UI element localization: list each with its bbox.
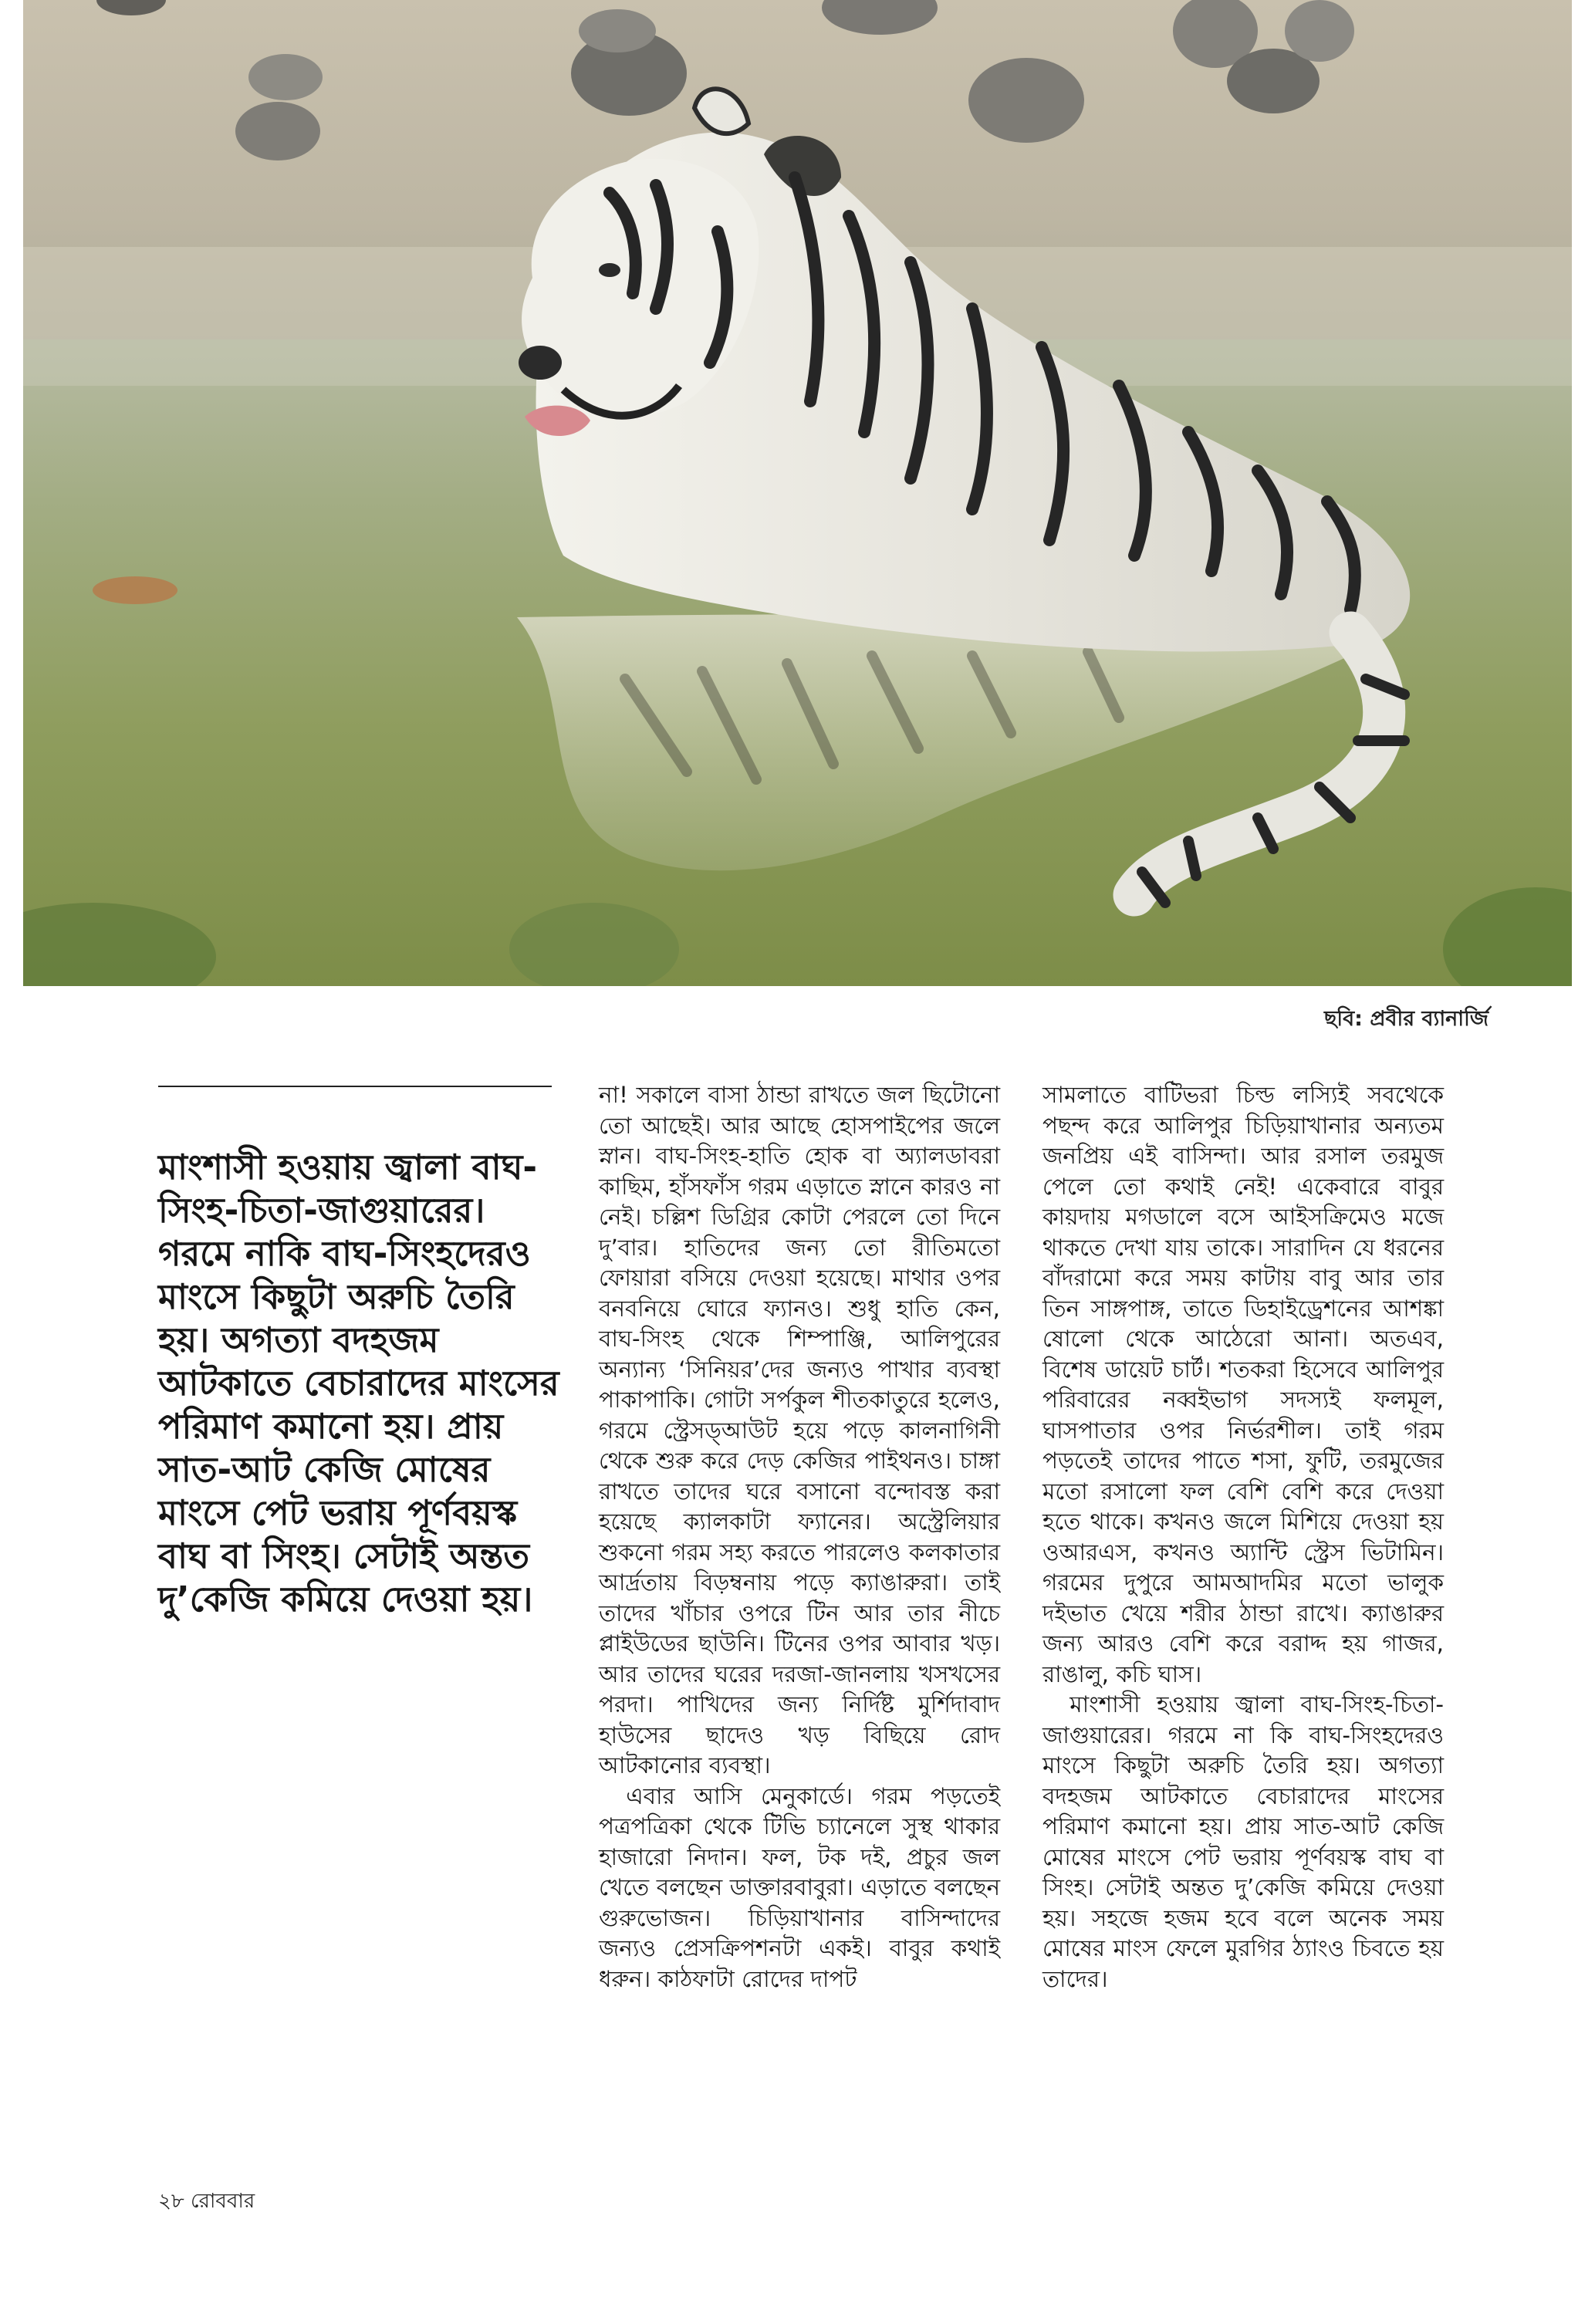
column-3-paragraph-2: মাংশাসী হওয়ায় জ্বালা বাঘ-সিংহ-চিতা-জাগুয়ারের। গরমে না কি বাঘ-সিংহদেরও মাংসে কিছুটা অরুচি তৈরি হয়। অগত্যা বদহজম আটকাতে বেচারাদের মাংসের পরিমাণ কমানো হয়। প্রায় সাত-আট কেজি মোষের মাংসে পেট ভরায় পূর্ণবয়স্ক বাঘ বা সিংহ। সেটাই অন্তত দু’কেজি কমিয়ে দেওয়া হয়। সহজে হজম হবে বলে অনেক সময় মোষের মাংস ফেলে মুরগির ঠ্যাংও চিবতে হয় তাদের। (1042, 1691, 1444, 1992)
article-column-3 (1042, 1080, 1444, 1995)
column-2-paragraph-1: না! সকালে বাসা ঠান্ডা রাখতে জল ছিটোনো তো আছেই। আর আছে হোসপাইপের জলে স্নান। বাঘ-সিংহ-হাতি হোক বা অ্যালডাবরা কাছিম, হাঁসফাঁস গরম এড়াতে স্নানে কারও না নেই। চল্লিশ ডিগ্রির কোটা পেরলে তো দিনে দু’বার। হাতিদের জন্য তো রীতিমতো ফোয়ারা বসিয়ে দেওয়া হয়েছে। মাথার ওপর বনবনিয়ে ঘোরে ফ্যানও। শুধু হাতি কেন, বাঘ-সিংহ থেকে শিম্পাঞ্জি, আলিপুরের অন্যান্য ‘সিনিয়র’দের জন্যও পাখার ব্যবস্থা পাকাপাকি। গোটা সর্পকুল শীতকাতুরে হলেও, গরমে স্ট্রেসড্‌আউট হয়ে পড়ে কালনাগিনী থেকে শুরু করে দেড় কেজির পাইথনও। চাঙ্গা রাখতে তাদের ঘরে বসানো বন্দোবস্ত করা হয়েছে ক্যালকাটা ফ্যানের। অস্ট্রেলিয়ার শুকনো গরম সহ্য করতে পারলেও কলকাতার আর্দ্রতায় বিড়ম্বনায় পড়ে ক্যাঙারুরা। তাই তাদের খাঁচার ওপরে টিন আর তার নীচে প্লাইউডের ছাউনি। টিনের ওপর আবার খড়। আর তাদের ঘরের দরজা-জানলায় খসখসের পরদা। পাখিদের জন্য নির্দিষ্ট মুর্শিদাবাদ হাউসের ছাদেও খড় বিছিয়ে রোদ আটকানোর ব্যবস্থা। (599, 1082, 1000, 1778)
column-2-paragraph-2: এবার আসি মেনুকার্ডে। গরম পড়তেই পত্রপত্রিকা থেকে টিভি চ্যানেলে সুস্থ থাকার হাজারো নিদান। ফল, টক দই, প্রচুর জল খেতে বলছেন ডাক্তারবাবুরা। এড়াতে বলছেন গুরুভোজন। চিড়িয়াখানার বাসিন্দাদের জন্যও প্রেসক্রিপশনটা একই। বাবুর কথাই ধরুন। কাঠফাটা রোদের দাপট (599, 1782, 1000, 1992)
pullquote: মাংশাসী হওয়ায় জ্বালা বাঘ-সিংহ-চিতা-জাগুয়ারের। গরমে নাকি বাঘ-সিংহদেরও মাংসে কিছুটা অরুচি তৈরি হয়। অগত্যা বদহজম আটকাতে বেচারাদের মাংসের পরিমাণ কমানো হয়। প্রায় সাত-আট কেজি মোষের মাংসে পেট ভরায় পূর্ণবয়স্ক বাঘ বা সিংহ। সেটাই অন্তত দু’কেজি কমিয়ে দেওয়া হয়। (158, 1147, 559, 1620)
article-photo (23, 0, 1572, 986)
pullquote-divider (158, 1086, 552, 1087)
column-3-paragraph-1: সামলাতে বাটিভরা চিল্ড লস্যিই সবথেকে পছন্দ করে আলিপুর চিড়িয়াখানার অন্যতম জনপ্রিয় এই বাসিন্দা। আর রসাল তরমুজ পেলে তো কথাই নেই! একেবারে বাবুর কায়দায় মগডালে বসে আইসক্রিমেও মজে থাকতে দেখা যায় তাকে। সারাদিন যে ধরনের বাঁদরামো করে সময় কাটায় বাবু আর তার তিন সাঙ্গপাঙ্গ, তাতে ডিহাইড্রেশনের আশঙ্কা ষোলো থেকে আঠেরো আনা। অতএব, বিশেষ ডায়েট চার্ট। শতকরা হিসেবে আলিপুর পরিবারের নব্বইভাগ সদস্যই ফলমূল, ঘাসপাতার ওপর নির্ভরশীল। তাই গরম পড়তেই তাদের পাতে শসা, ফুটি, তরমুজের মতো রসালো ফল বেশি বেশি করে দেওয়া হতে থাকে। কখনও জলে মিশিয়ে দেওয়া হয় ওআরএস, কখনও অ্যান্টি স্ট্রেস ভিটামিন। গরমের দুপুরে আমআদমির মতো ভালুক দইভাত খেয়ে শরীর ঠান্ডা রাখে। ক্যাঙারুর জন্য আরও বেশি করে বরাদ্দ হয় গাজর, রাঙালু, কচি ঘাস। (1042, 1082, 1444, 1687)
page-folio: ২৮ রোববার (158, 2190, 255, 2213)
article-column-2 (599, 1080, 1000, 1995)
photo-credit: ছবি: প্রবীর ব্যানার্জি (1324, 1007, 1489, 1031)
white-tiger-in-water-illustration (23, 0, 1572, 986)
